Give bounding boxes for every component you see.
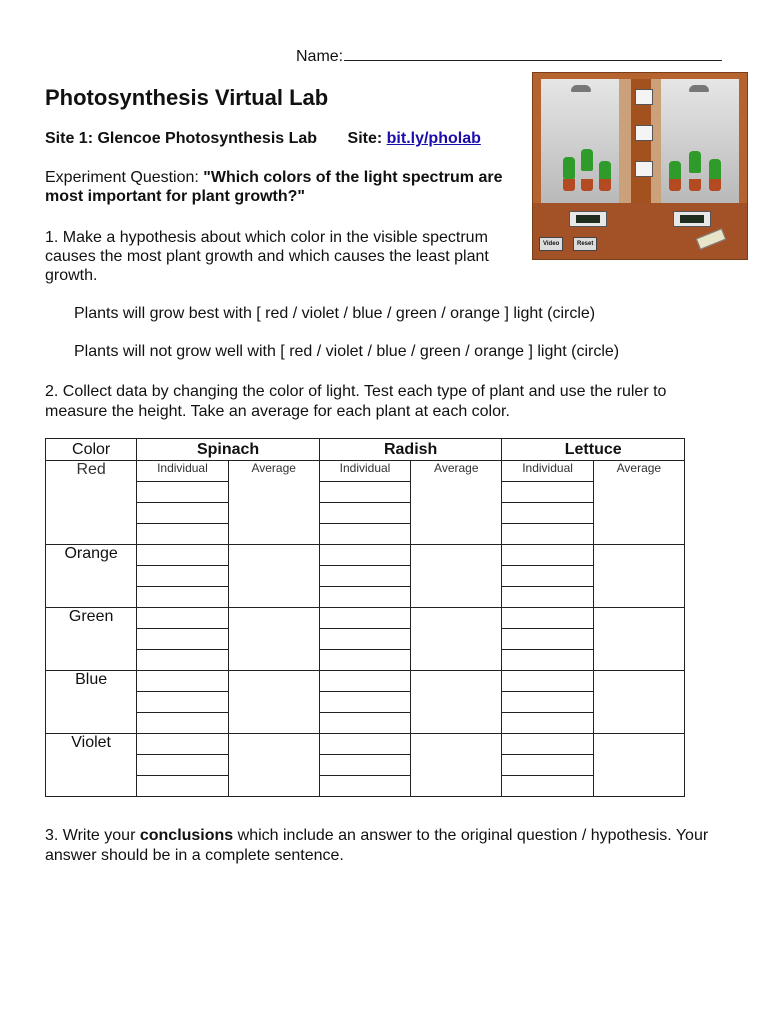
table-cell[interactable] <box>319 692 410 713</box>
table-cell[interactable] <box>502 545 593 566</box>
pot-icon <box>689 179 701 191</box>
table-cell[interactable] <box>137 482 228 503</box>
table-cell[interactable] <box>319 545 410 566</box>
plant-header-spinach: Spinach <box>137 439 320 461</box>
table-cell[interactable] <box>137 692 228 713</box>
average-cell[interactable] <box>593 545 684 608</box>
table-cell[interactable] <box>502 524 593 545</box>
table-cell[interactable] <box>137 734 228 755</box>
sub-header-individual: Individual <box>502 461 593 482</box>
hypothesis-worst: Plants will not grow well with [ red / violet / blue / green / orange ] light (circle) <box>74 343 620 360</box>
reset-button[interactable]: Reset <box>573 237 597 251</box>
q3-suffix: which include an answer to the original question / hypothesis. Your answer should be in a complete sentence. <box>45 827 709 864</box>
color-cell-green: Green <box>46 608 137 671</box>
table-cell[interactable] <box>319 671 410 692</box>
virtual-lab-image <box>532 72 748 260</box>
table-cell[interactable] <box>137 503 228 524</box>
table-cell[interactable] <box>502 482 593 503</box>
site-prefix: Site: <box>347 130 383 147</box>
plant-header-lettuce: Lettuce <box>502 439 685 461</box>
control-floor <box>533 203 747 259</box>
table-cell[interactable] <box>319 587 410 608</box>
table-cell[interactable] <box>502 734 593 755</box>
color-cell-orange: Orange <box>46 545 137 608</box>
lamp-left-icon <box>571 85 591 92</box>
table-cell[interactable] <box>319 482 410 503</box>
name-field[interactable] <box>296 46 722 66</box>
table-cell[interactable] <box>502 587 593 608</box>
average-cell[interactable] <box>411 608 502 671</box>
table-cell[interactable] <box>319 524 410 545</box>
color-header: Color <box>46 439 137 461</box>
table-cell[interactable] <box>319 566 410 587</box>
light-panel-left[interactable] <box>569 211 607 227</box>
average-cell[interactable] <box>593 671 684 734</box>
q3-prefix: 3. Write your <box>45 827 140 844</box>
plant-icon <box>581 149 593 171</box>
table-cell[interactable] <box>502 692 593 713</box>
seed-slot-2 <box>635 125 653 141</box>
table-cell[interactable] <box>137 566 228 587</box>
data-table <box>45 438 685 797</box>
experiment-question-text: "Which colors of the light spectrum are most important for plant growth?" <box>45 169 503 205</box>
plant-icon <box>709 159 721 181</box>
pot-icon <box>581 179 593 191</box>
color-cell-red: Red <box>46 461 137 545</box>
table-cell[interactable] <box>319 608 410 629</box>
lamp-right-icon <box>689 85 709 92</box>
table-cell[interactable] <box>137 587 228 608</box>
table-cell[interactable] <box>319 503 410 524</box>
pot-icon <box>599 179 611 191</box>
table-cell[interactable] <box>137 629 228 650</box>
pot-icon <box>709 179 721 191</box>
color-cell-blue: Blue <box>46 671 137 734</box>
table-cell[interactable] <box>137 776 228 797</box>
table-cell[interactable] <box>319 650 410 671</box>
table-cell[interactable] <box>502 566 593 587</box>
average-cell[interactable] <box>411 545 502 608</box>
sub-header-average: Average <box>593 461 684 545</box>
plant-header-radish: Radish <box>319 439 502 461</box>
plant-icon <box>563 157 575 179</box>
average-cell[interactable] <box>228 671 319 734</box>
seed-slot-3 <box>635 161 653 177</box>
table-cell[interactable] <box>502 713 593 734</box>
average-cell[interactable] <box>228 734 319 797</box>
table-cell[interactable] <box>502 503 593 524</box>
question-3 <box>45 826 735 866</box>
light-panel-right[interactable] <box>673 211 711 227</box>
table-cell[interactable] <box>137 650 228 671</box>
table-cell[interactable] <box>137 608 228 629</box>
name-blank-line[interactable] <box>344 46 722 61</box>
table-cell[interactable] <box>502 650 593 671</box>
table-cell[interactable] <box>137 545 228 566</box>
table-cell[interactable] <box>137 524 228 545</box>
table-cell[interactable] <box>319 629 410 650</box>
table-cell[interactable] <box>137 713 228 734</box>
table-cell[interactable] <box>137 755 228 776</box>
table-cell[interactable] <box>319 755 410 776</box>
table-cell[interactable] <box>502 776 593 797</box>
average-cell[interactable] <box>228 608 319 671</box>
table-cell[interactable] <box>502 671 593 692</box>
seed-slot-1 <box>635 89 653 105</box>
sub-header-average: Average <box>228 461 319 545</box>
name-label: Name: <box>296 48 344 65</box>
table-cell[interactable] <box>502 755 593 776</box>
average-cell[interactable] <box>593 734 684 797</box>
video-button[interactable]: Video <box>539 237 563 251</box>
table-cell[interactable] <box>319 734 410 755</box>
average-cell[interactable] <box>593 608 684 671</box>
average-cell[interactable] <box>228 545 319 608</box>
table-cell[interactable] <box>319 776 410 797</box>
site-label: Site 1: Glencoe Photosynthesis Lab <box>45 130 318 147</box>
site-link[interactable]: bit.ly/pholab <box>386 130 481 147</box>
ruler-icon[interactable] <box>696 228 726 250</box>
color-cell-violet: Violet <box>46 734 137 797</box>
table-cell[interactable] <box>502 629 593 650</box>
sub-header-average: Average <box>411 461 502 545</box>
average-cell[interactable] <box>411 671 502 734</box>
sub-header-individual: Individual <box>319 461 410 482</box>
question-1: 1. Make a hypothesis about which color in the visible spectrum causes the most plant growth and which causes the least plant growth. <box>45 229 489 284</box>
average-cell[interactable] <box>411 734 502 797</box>
q3-bold: conclusions <box>139 827 234 844</box>
sub-header-individual: Individual <box>137 461 228 482</box>
table-cell[interactable] <box>137 671 228 692</box>
table-cell[interactable] <box>319 713 410 734</box>
plant-icon <box>689 151 701 173</box>
pot-icon <box>669 179 681 191</box>
growth-chamber <box>541 79 739 203</box>
question-2: 2. Collect data by changing the color of light. Test each type of plant and use the ruler to measure the height. Take an average for each plant at each color. <box>45 383 667 420</box>
page-title: Photosynthesis Virtual Lab <box>45 85 329 110</box>
hypothesis-best: Plants will grow best with [ red / violet / blue / green / orange ] light (circle) <box>74 305 596 322</box>
pot-icon <box>563 179 575 191</box>
table-cell[interactable] <box>502 608 593 629</box>
experiment-question <box>45 168 535 206</box>
experiment-label: Experiment Question: <box>45 169 204 186</box>
site-line <box>45 130 481 148</box>
